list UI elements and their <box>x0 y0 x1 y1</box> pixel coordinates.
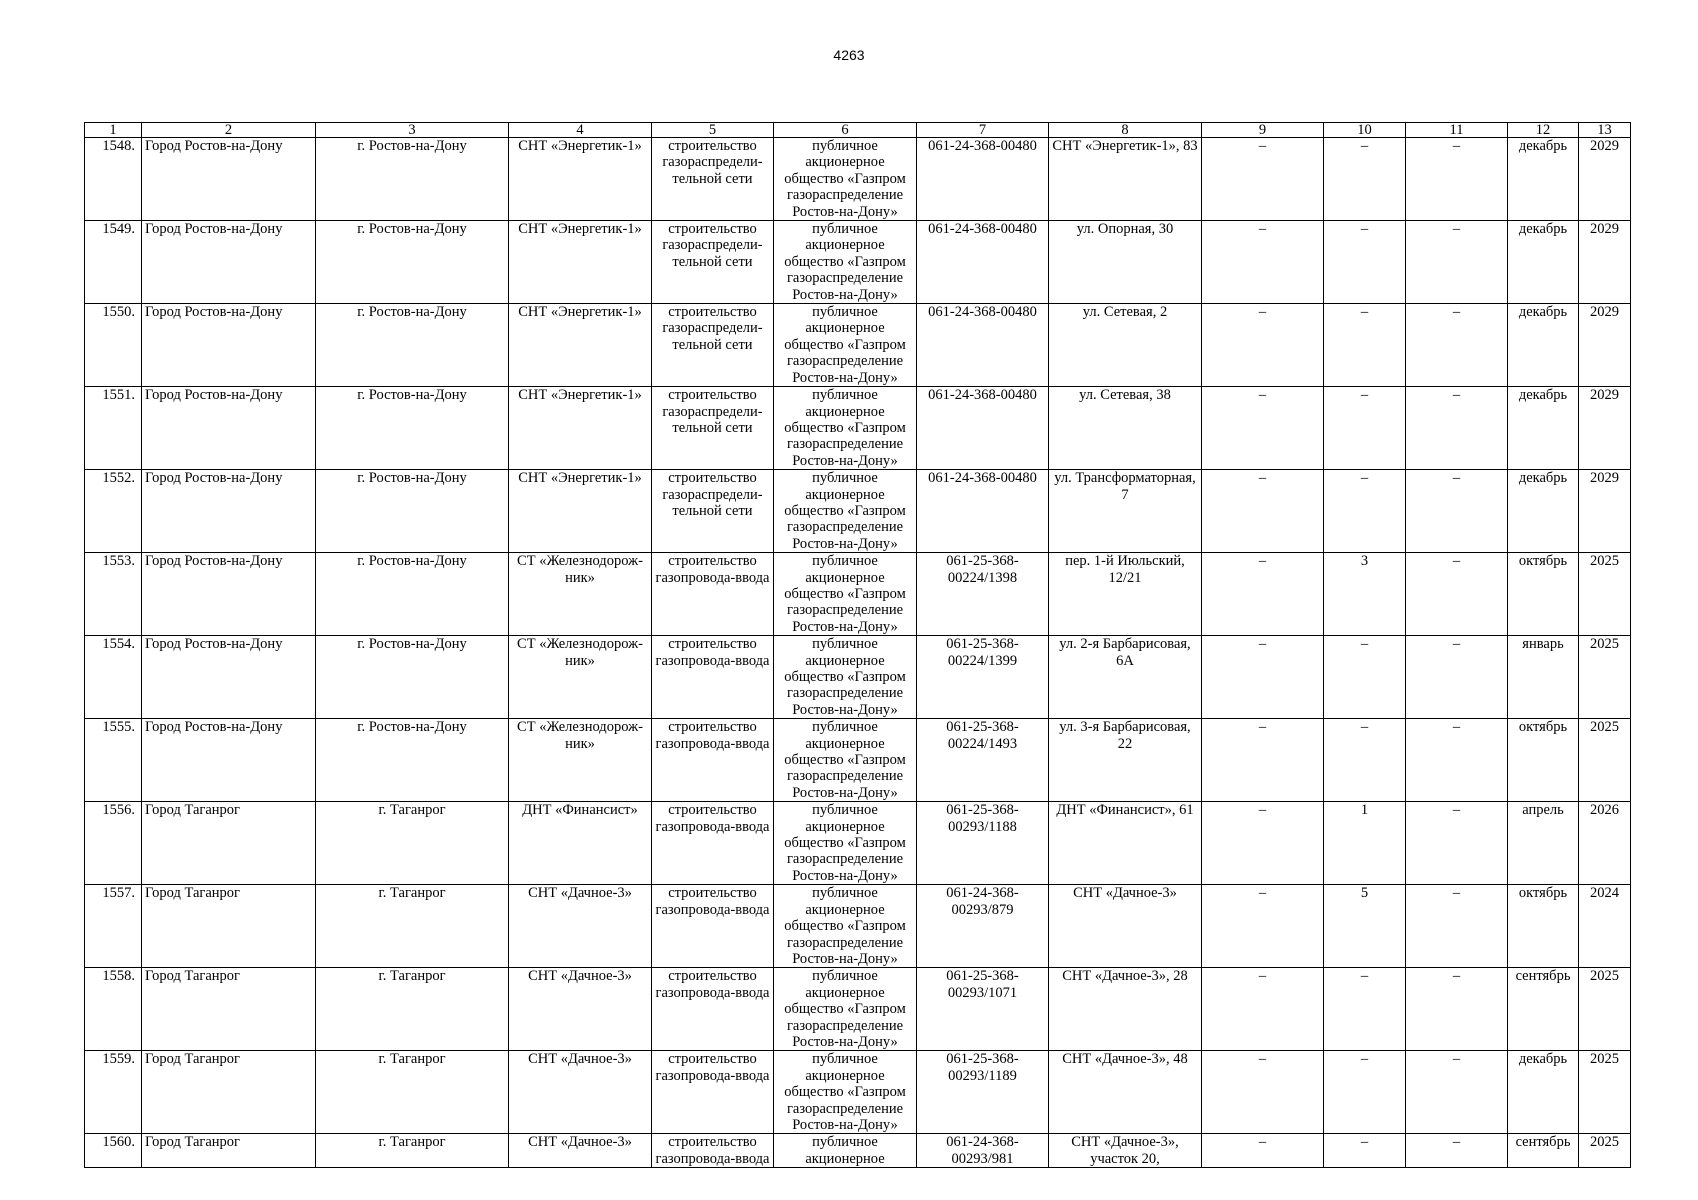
work-type-cell: строительство газопровода-ввода <box>652 553 774 636</box>
work-type-cell: строительство газораспредели-тельной сети <box>652 221 774 304</box>
address-cell: СНТ «Дачное-3» <box>1049 885 1202 968</box>
application-number-cell: 061-24-368-00480 <box>917 470 1049 553</box>
address-cell: ул. Сетевая, 38 <box>1049 387 1202 470</box>
value-cell-10: – <box>1324 387 1406 470</box>
table-row <box>85 885 1631 968</box>
application-number-cell: 061-24-368-00293/981 <box>917 1134 1049 1168</box>
column-header: 3 <box>316 123 509 138</box>
table-row <box>85 719 1631 802</box>
column-header: 12 <box>1508 123 1579 138</box>
column-header: 7 <box>917 123 1049 138</box>
municipality-cell: Город Таганрог <box>142 885 316 968</box>
month-cell: январь <box>1508 636 1579 719</box>
table-row <box>85 304 1631 387</box>
row-number-cell: 1551. <box>85 387 142 470</box>
territory-cell: СНТ «Энергетик-1» <box>509 470 652 553</box>
settlement-cell: г. Ростов-на-Дону <box>316 553 509 636</box>
month-cell: октябрь <box>1508 885 1579 968</box>
table-row <box>85 138 1631 221</box>
organization-cell: публичное акционерное общество «Газпром газораспределение Ростов-на-Дону» <box>774 968 917 1051</box>
territory-cell: СНТ «Энергетик-1» <box>509 138 652 221</box>
value-cell-9: – <box>1202 1134 1324 1168</box>
year-cell: 2024 <box>1579 885 1631 968</box>
organization-cell: публичное акционерное общество «Газпром газораспределение Ростов-на-Дону» <box>774 387 917 470</box>
value-cell-10: – <box>1324 719 1406 802</box>
application-number-cell: 061-24-368-00480 <box>917 387 1049 470</box>
address-cell: ул. Опорная, 30 <box>1049 221 1202 304</box>
territory-cell: СНТ «Дачное-3» <box>509 968 652 1051</box>
application-number-cell: 061-24-368-00480 <box>917 221 1049 304</box>
year-cell: 2029 <box>1579 221 1631 304</box>
value-cell-10: – <box>1324 1134 1406 1168</box>
value-cell-9: – <box>1202 968 1324 1051</box>
work-type-cell: строительство газораспредели-тельной сети <box>652 138 774 221</box>
register-table <box>84 122 1631 1168</box>
work-type-cell: строительство газопровода-ввода <box>652 636 774 719</box>
column-header: 8 <box>1049 123 1202 138</box>
table-row <box>85 470 1631 553</box>
value-cell-10: – <box>1324 221 1406 304</box>
settlement-cell: г. Таганрог <box>316 802 509 885</box>
municipality-cell: Город Ростов-на-Дону <box>142 470 316 553</box>
value-cell-10: 3 <box>1324 553 1406 636</box>
organization-cell: публичное акционерное общество «Газпром газораспределение Ростов-на-Дону» <box>774 553 917 636</box>
month-cell: декабрь <box>1508 304 1579 387</box>
value-cell-9: – <box>1202 553 1324 636</box>
territory-cell: СТ «Железнодорож-ник» <box>509 719 652 802</box>
row-number-cell: 1559. <box>85 1051 142 1134</box>
value-cell-9: – <box>1202 719 1324 802</box>
year-cell: 2029 <box>1579 304 1631 387</box>
work-type-cell: строительство газопровода-ввода <box>652 1051 774 1134</box>
year-cell: 2025 <box>1579 553 1631 636</box>
value-cell-10: – <box>1324 470 1406 553</box>
value-cell-10: 5 <box>1324 885 1406 968</box>
organization-cell: публичное акционерное общество «Газпром газораспределение Ростов-на-Дону» <box>774 221 917 304</box>
column-header: 1 <box>85 123 142 138</box>
work-type-cell: строительство газопровода-ввода <box>652 719 774 802</box>
row-number-cell: 1553. <box>85 553 142 636</box>
municipality-cell: Город Таганрог <box>142 1134 316 1168</box>
address-cell: СНТ «Энергетик-1», 83 <box>1049 138 1202 221</box>
table-row <box>85 387 1631 470</box>
municipality-cell: Город Ростов-на-Дону <box>142 553 316 636</box>
territory-cell: СНТ «Энергетик-1» <box>509 221 652 304</box>
month-cell: декабрь <box>1508 387 1579 470</box>
municipality-cell: Город Ростов-на-Дону <box>142 636 316 719</box>
address-cell: ул. 3-я Барбарисовая, 22 <box>1049 719 1202 802</box>
value-cell-9: – <box>1202 304 1324 387</box>
address-cell: СНТ «Дачное-3», 48 <box>1049 1051 1202 1134</box>
territory-cell: СТ «Железнодорож-ник» <box>509 553 652 636</box>
value-cell-10: – <box>1324 636 1406 719</box>
settlement-cell: г. Ростов-на-Дону <box>316 138 509 221</box>
column-header: 10 <box>1324 123 1406 138</box>
settlement-cell: г. Таганрог <box>316 1134 509 1168</box>
row-number-cell: 1555. <box>85 719 142 802</box>
settlement-cell: г. Ростов-на-Дону <box>316 304 509 387</box>
column-header: 2 <box>142 123 316 138</box>
row-number-cell: 1557. <box>85 885 142 968</box>
settlement-cell: г. Ростов-на-Дону <box>316 387 509 470</box>
row-number-cell: 1548. <box>85 138 142 221</box>
application-number-cell: 061-25-368-00293/1071 <box>917 968 1049 1051</box>
table-row <box>85 1051 1631 1134</box>
value-cell-9: – <box>1202 885 1324 968</box>
municipality-cell: Город Таганрог <box>142 802 316 885</box>
row-number-cell: 1550. <box>85 304 142 387</box>
territory-cell: СНТ «Дачное-3» <box>509 1051 652 1134</box>
address-cell: СНТ «Дачное-3», участок 20, <box>1049 1134 1202 1168</box>
value-cell-10: – <box>1324 138 1406 221</box>
application-number-cell: 061-25-368-00293/1189 <box>917 1051 1049 1134</box>
year-cell: 2025 <box>1579 719 1631 802</box>
work-type-cell: строительство газораспредели-тельной сети <box>652 387 774 470</box>
work-type-cell: строительство газораспредели-тельной сети <box>652 470 774 553</box>
row-number-cell: 1549. <box>85 221 142 304</box>
territory-cell: СНТ «Энергетик-1» <box>509 304 652 387</box>
table-row <box>85 802 1631 885</box>
column-header: 5 <box>652 123 774 138</box>
municipality-cell: Город Ростов-на-Дону <box>142 304 316 387</box>
column-header: 6 <box>774 123 917 138</box>
municipality-cell: Город Ростов-на-Дону <box>142 138 316 221</box>
address-cell: ул. 2-я Барбарисовая, 6А <box>1049 636 1202 719</box>
month-cell: сентябрь <box>1508 968 1579 1051</box>
value-cell-10: – <box>1324 968 1406 1051</box>
value-cell-9: – <box>1202 1051 1324 1134</box>
address-cell: ДНТ «Финансист», 61 <box>1049 802 1202 885</box>
value-cell-11: – <box>1406 719 1508 802</box>
value-cell-9: – <box>1202 221 1324 304</box>
month-cell: декабрь <box>1508 221 1579 304</box>
application-number-cell: 061-24-368-00480 <box>917 304 1049 387</box>
settlement-cell: г. Ростов-на-Дону <box>316 221 509 304</box>
month-cell: апрель <box>1508 802 1579 885</box>
column-header: 4 <box>509 123 652 138</box>
row-number-cell: 1554. <box>85 636 142 719</box>
territory-cell: СНТ «Дачное-3» <box>509 1134 652 1168</box>
row-number-cell: 1556. <box>85 802 142 885</box>
organization-cell: публичное акционерное общество «Газпром газораспределение Ростов-на-Дону» <box>774 138 917 221</box>
value-cell-9: – <box>1202 470 1324 553</box>
table-body <box>85 138 1631 1168</box>
address-cell: ул. Трансформаторная, 7 <box>1049 470 1202 553</box>
application-number-cell: 061-24-368-00480 <box>917 138 1049 221</box>
organization-cell: публичное акционерное общество «Газпром газораспределение Ростов-на-Дону» <box>774 1051 917 1134</box>
application-number-cell: 061-25-368-00224/1399 <box>917 636 1049 719</box>
territory-cell: СНТ «Энергетик-1» <box>509 387 652 470</box>
work-type-cell: строительство газопровода-ввода <box>652 968 774 1051</box>
year-cell: 2029 <box>1579 470 1631 553</box>
municipality-cell: Город Ростов-на-Дону <box>142 221 316 304</box>
territory-cell: ДНТ «Финансист» <box>509 802 652 885</box>
value-cell-11: – <box>1406 885 1508 968</box>
value-cell-11: – <box>1406 470 1508 553</box>
territory-cell: СТ «Железнодорож-ник» <box>509 636 652 719</box>
municipality-cell: Город Таганрог <box>142 1051 316 1134</box>
row-number-cell: 1560. <box>85 1134 142 1168</box>
value-cell-11: – <box>1406 1134 1508 1168</box>
organization-cell: публичное акционерное общество «Газпром газораспределение Ростов-на-Дону» <box>774 636 917 719</box>
column-header: 13 <box>1579 123 1631 138</box>
value-cell-11: – <box>1406 802 1508 885</box>
value-cell-11: – <box>1406 221 1508 304</box>
organization-cell: публичное акционерное <box>774 1134 917 1168</box>
month-cell: декабрь <box>1508 1051 1579 1134</box>
address-cell: пер. 1-й Июльский, 12/21 <box>1049 553 1202 636</box>
work-type-cell: строительство газопровода-ввода <box>652 802 774 885</box>
value-cell-11: – <box>1406 1051 1508 1134</box>
value-cell-9: – <box>1202 636 1324 719</box>
territory-cell: СНТ «Дачное-3» <box>509 885 652 968</box>
row-number-cell: 1552. <box>85 470 142 553</box>
month-cell: октябрь <box>1508 719 1579 802</box>
value-cell-11: – <box>1406 138 1508 221</box>
table-row <box>85 1134 1631 1168</box>
column-header: 11 <box>1406 123 1508 138</box>
organization-cell: публичное акционерное общество «Газпром газораспределение Ростов-на-Дону» <box>774 885 917 968</box>
value-cell-11: – <box>1406 553 1508 636</box>
organization-cell: публичное акционерное общество «Газпром газораспределение Ростов-на-Дону» <box>774 304 917 387</box>
year-cell: 2025 <box>1579 636 1631 719</box>
year-cell: 2025 <box>1579 968 1631 1051</box>
municipality-cell: Город Таганрог <box>142 968 316 1051</box>
work-type-cell: строительство газопровода-ввода <box>652 1134 774 1168</box>
address-cell: ул. Сетевая, 2 <box>1049 304 1202 387</box>
application-number-cell: 061-25-368-00224/1398 <box>917 553 1049 636</box>
work-type-cell: строительство газопровода-ввода <box>652 885 774 968</box>
year-cell: 2029 <box>1579 138 1631 221</box>
page-number: 4263 <box>833 47 865 63</box>
month-cell: декабрь <box>1508 470 1579 553</box>
header-row <box>85 123 1631 138</box>
table-row <box>85 636 1631 719</box>
settlement-cell: г. Таганрог <box>316 885 509 968</box>
month-cell: октябрь <box>1508 553 1579 636</box>
settlement-cell: г. Таганрог <box>316 968 509 1051</box>
year-cell: 2025 <box>1579 1134 1631 1168</box>
application-number-cell: 061-25-368-00224/1493 <box>917 719 1049 802</box>
municipality-cell: Город Ростов-на-Дону <box>142 387 316 470</box>
value-cell-9: – <box>1202 802 1324 885</box>
application-number-cell: 061-24-368-00293/879 <box>917 885 1049 968</box>
value-cell-11: – <box>1406 387 1508 470</box>
value-cell-11: – <box>1406 968 1508 1051</box>
organization-cell: публичное акционерное общество «Газпром газораспределение Ростов-на-Дону» <box>774 719 917 802</box>
month-cell: сентябрь <box>1508 1134 1579 1168</box>
settlement-cell: г. Таганрог <box>316 1051 509 1134</box>
address-cell: СНТ «Дачное-3», 28 <box>1049 968 1202 1051</box>
table-row <box>85 553 1631 636</box>
value-cell-10: – <box>1324 1051 1406 1134</box>
row-number-cell: 1558. <box>85 968 142 1051</box>
month-cell: декабрь <box>1508 138 1579 221</box>
column-header: 9 <box>1202 123 1324 138</box>
settlement-cell: г. Ростов-на-Дону <box>316 470 509 553</box>
year-cell: 2026 <box>1579 802 1631 885</box>
value-cell-11: – <box>1406 304 1508 387</box>
work-type-cell: строительство газораспредели-тельной сети <box>652 304 774 387</box>
value-cell-11: – <box>1406 636 1508 719</box>
municipality-cell: Город Ростов-на-Дону <box>142 719 316 802</box>
settlement-cell: г. Ростов-на-Дону <box>316 719 509 802</box>
table-row <box>85 221 1631 304</box>
value-cell-10: – <box>1324 304 1406 387</box>
year-cell: 2029 <box>1579 387 1631 470</box>
value-cell-9: – <box>1202 138 1324 221</box>
organization-cell: публичное акционерное общество «Газпром газораспределение Ростов-на-Дону» <box>774 470 917 553</box>
year-cell: 2025 <box>1579 1051 1631 1134</box>
application-number-cell: 061-25-368-00293/1188 <box>917 802 1049 885</box>
table-row <box>85 968 1631 1051</box>
organization-cell: публичное акционерное общество «Газпром газораспределение Ростов-на-Дону» <box>774 802 917 885</box>
value-cell-9: – <box>1202 387 1324 470</box>
value-cell-10: 1 <box>1324 802 1406 885</box>
settlement-cell: г. Ростов-на-Дону <box>316 636 509 719</box>
